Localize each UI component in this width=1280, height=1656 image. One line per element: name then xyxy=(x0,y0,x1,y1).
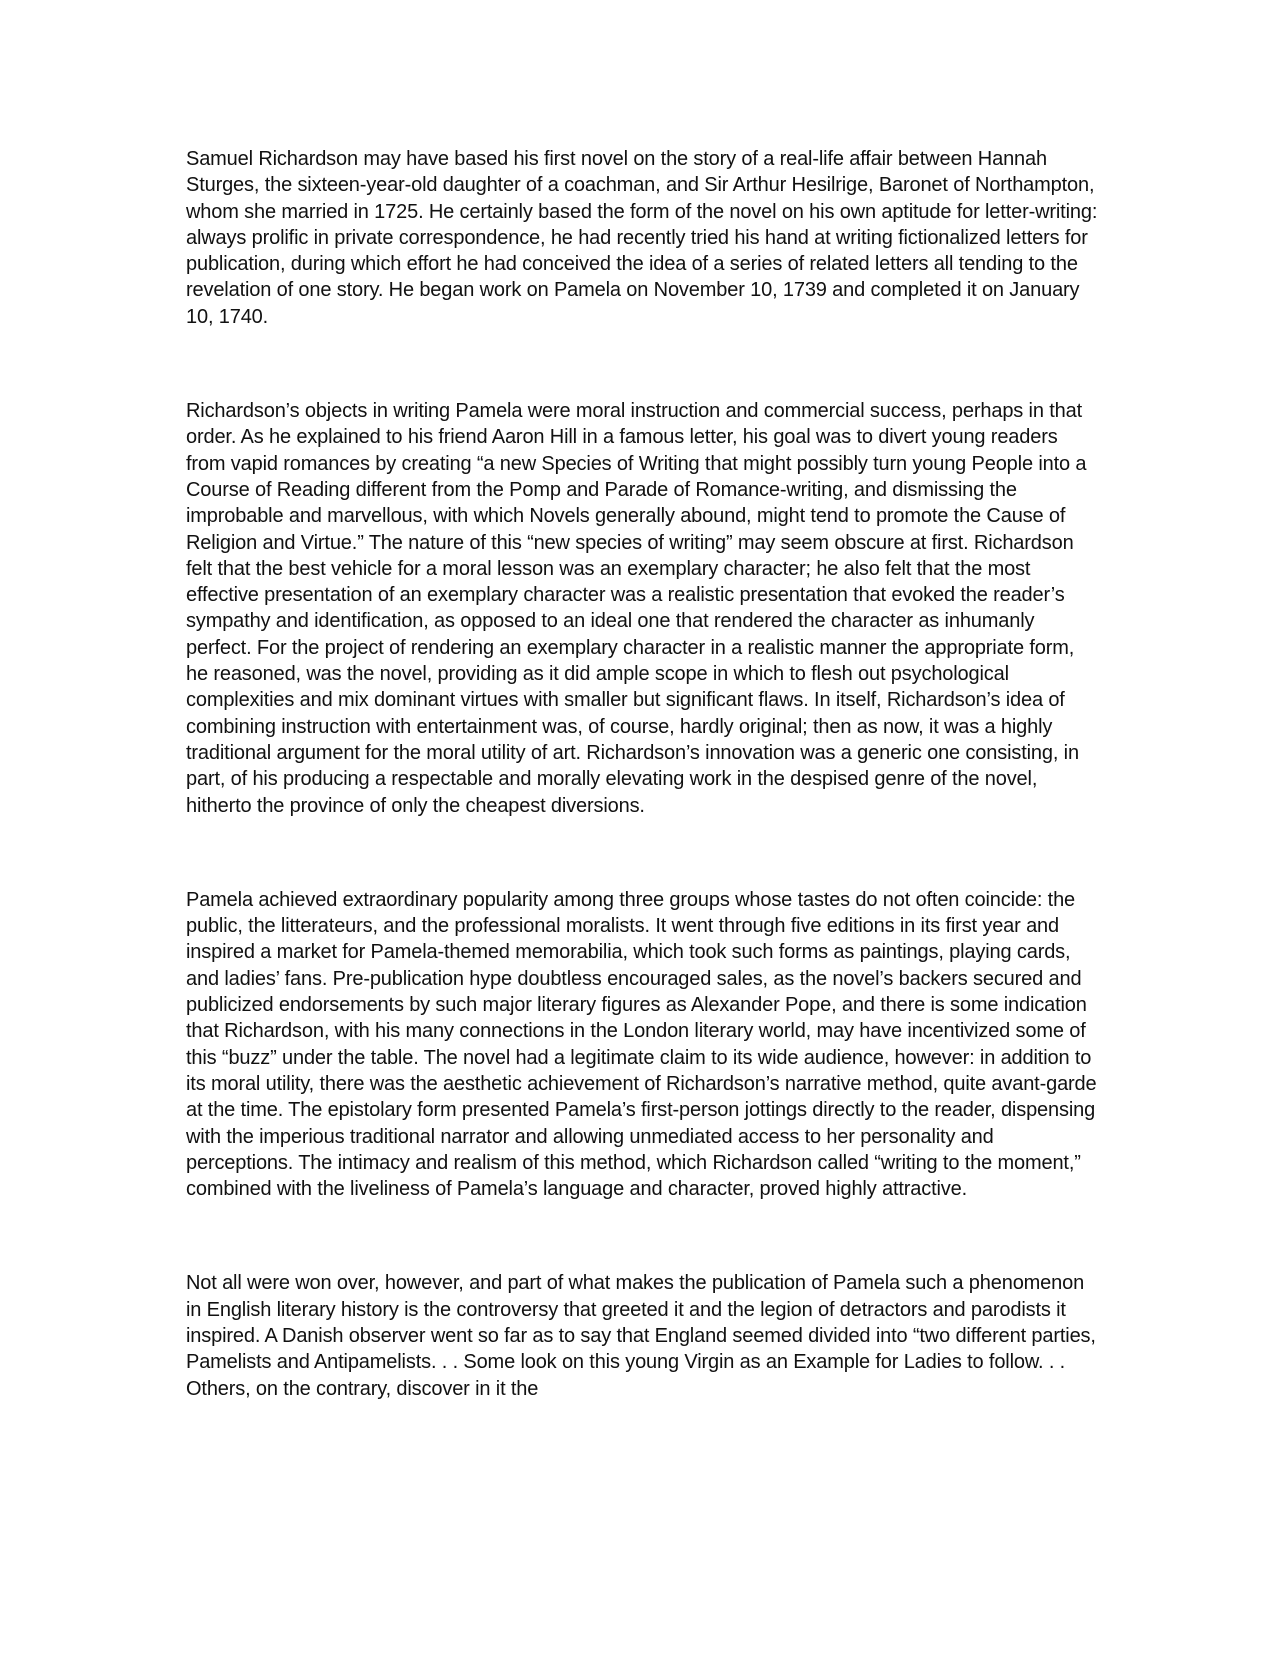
paragraph-controversy: Not all were won over, however, and part of what makes the publication of Pamela such a phenomenon in English literary history is the controversy that greeted it and the legion of detractors and parodists it inspired. A Danish observer went so far as to say that England seemed divided into “two different parties, Pamelists and Antipamelists. . . Some look on this young Virgin as an Example for Ladies to follow. . . Others, on the contrary, discover in it the xyxy=(186,1272,1096,1400)
document-body xyxy=(186,146,1101,1402)
paragraph-objects: Richardson’s objects in writing Pamela were moral instruction and commercial success, perhaps in that order. As he explained to his friend Aaron Hill in a famous letter, his goal was to divert young readers from vapid romances by creating “a new Species of Writing that might possibly turn young People into a Course of Reading different from the Pomp and Parade of Romance-writing, and dismissing the improbable and marvellous, with which Novels generally abound, might tend to promote the Cause of Religion and Virtue.” The nature of this “new species of writing” may seem obscure at first. Richardson felt that the best vehicle for a moral lesson was an exemplary character; he also felt that the most effective presentation of an exemplary character was a realistic presentation that evoked the reader’s sympathy and identification, as opposed to an ideal one that rendered the character as inhumanly perfect. For the project of rendering an exemplary character in a realistic manner the appropriate form, he reasoned, was the novel, providing as it did ample scope in which to flesh out psychological complexities and mix dominant virtues with smaller but significant flaws. In itself, Richardson’s idea of combining instruction with entertainment was, of course, hardly original; then as now, it was a highly traditional argument for the moral utility of art. Richardson’s innovation was a generic one consisting, in part, of his producing a respectable and morally elevating work in the despised genre of the novel, hitherto the province of only the cheapest diversions. xyxy=(186,400,1087,817)
paragraph-origins: Samuel Richardson may have based his first novel on the story of a real-life affair between Hannah Sturges, the sixteen-year-old daughter of a coachman, and Sir Arthur Hesilrige, Baronet of Northampton, whom she married in 1725. He certainly based the form of the novel on his own aptitude for letter-writing: always prolific in private correspondence, he had recently tried his hand at writing fictionalized letters for publication, during which effort he had conceived the idea of a series of related letters all tending to the revelation of one story. He began work on Pamela on November 10, 1739 and completed it on January 10, 1740. xyxy=(186,148,1098,328)
paragraph-popularity: Pamela achieved extraordinary popularity among three groups whose tastes do not often coincide: the public, the litterateurs, and the professional moralists. It went through five editions in its first year and inspired a market for Pamela-themed memorabilia, which took such forms as paintings, playing cards, and ladies’ fans. Pre-publication hype doubtless encouraged sales, as the novel’s backers secured and publicized endorsements by such major literary figures as Alexander Pope, and there is some indication that Richardson, with his many connections in the London literary world, may have incentivized some of this “buzz” under the table. The novel had a legitimate claim to its wide audience, however: in addition to its moral utility, there was the aesthetic achievement of Richardson’s narrative method, quite avant-garde at the time. The epistolary form presented Pamela’s first-person jottings directly to the reader, dispensing with the imperious traditional narrator and allowing unmediated access to her personality and perceptions. The intimacy and realism of this method, which Richardson called “writing to the moment,” combined with the liveliness of Pamela’s language and character, proved highly attractive. xyxy=(186,888,1097,1201)
